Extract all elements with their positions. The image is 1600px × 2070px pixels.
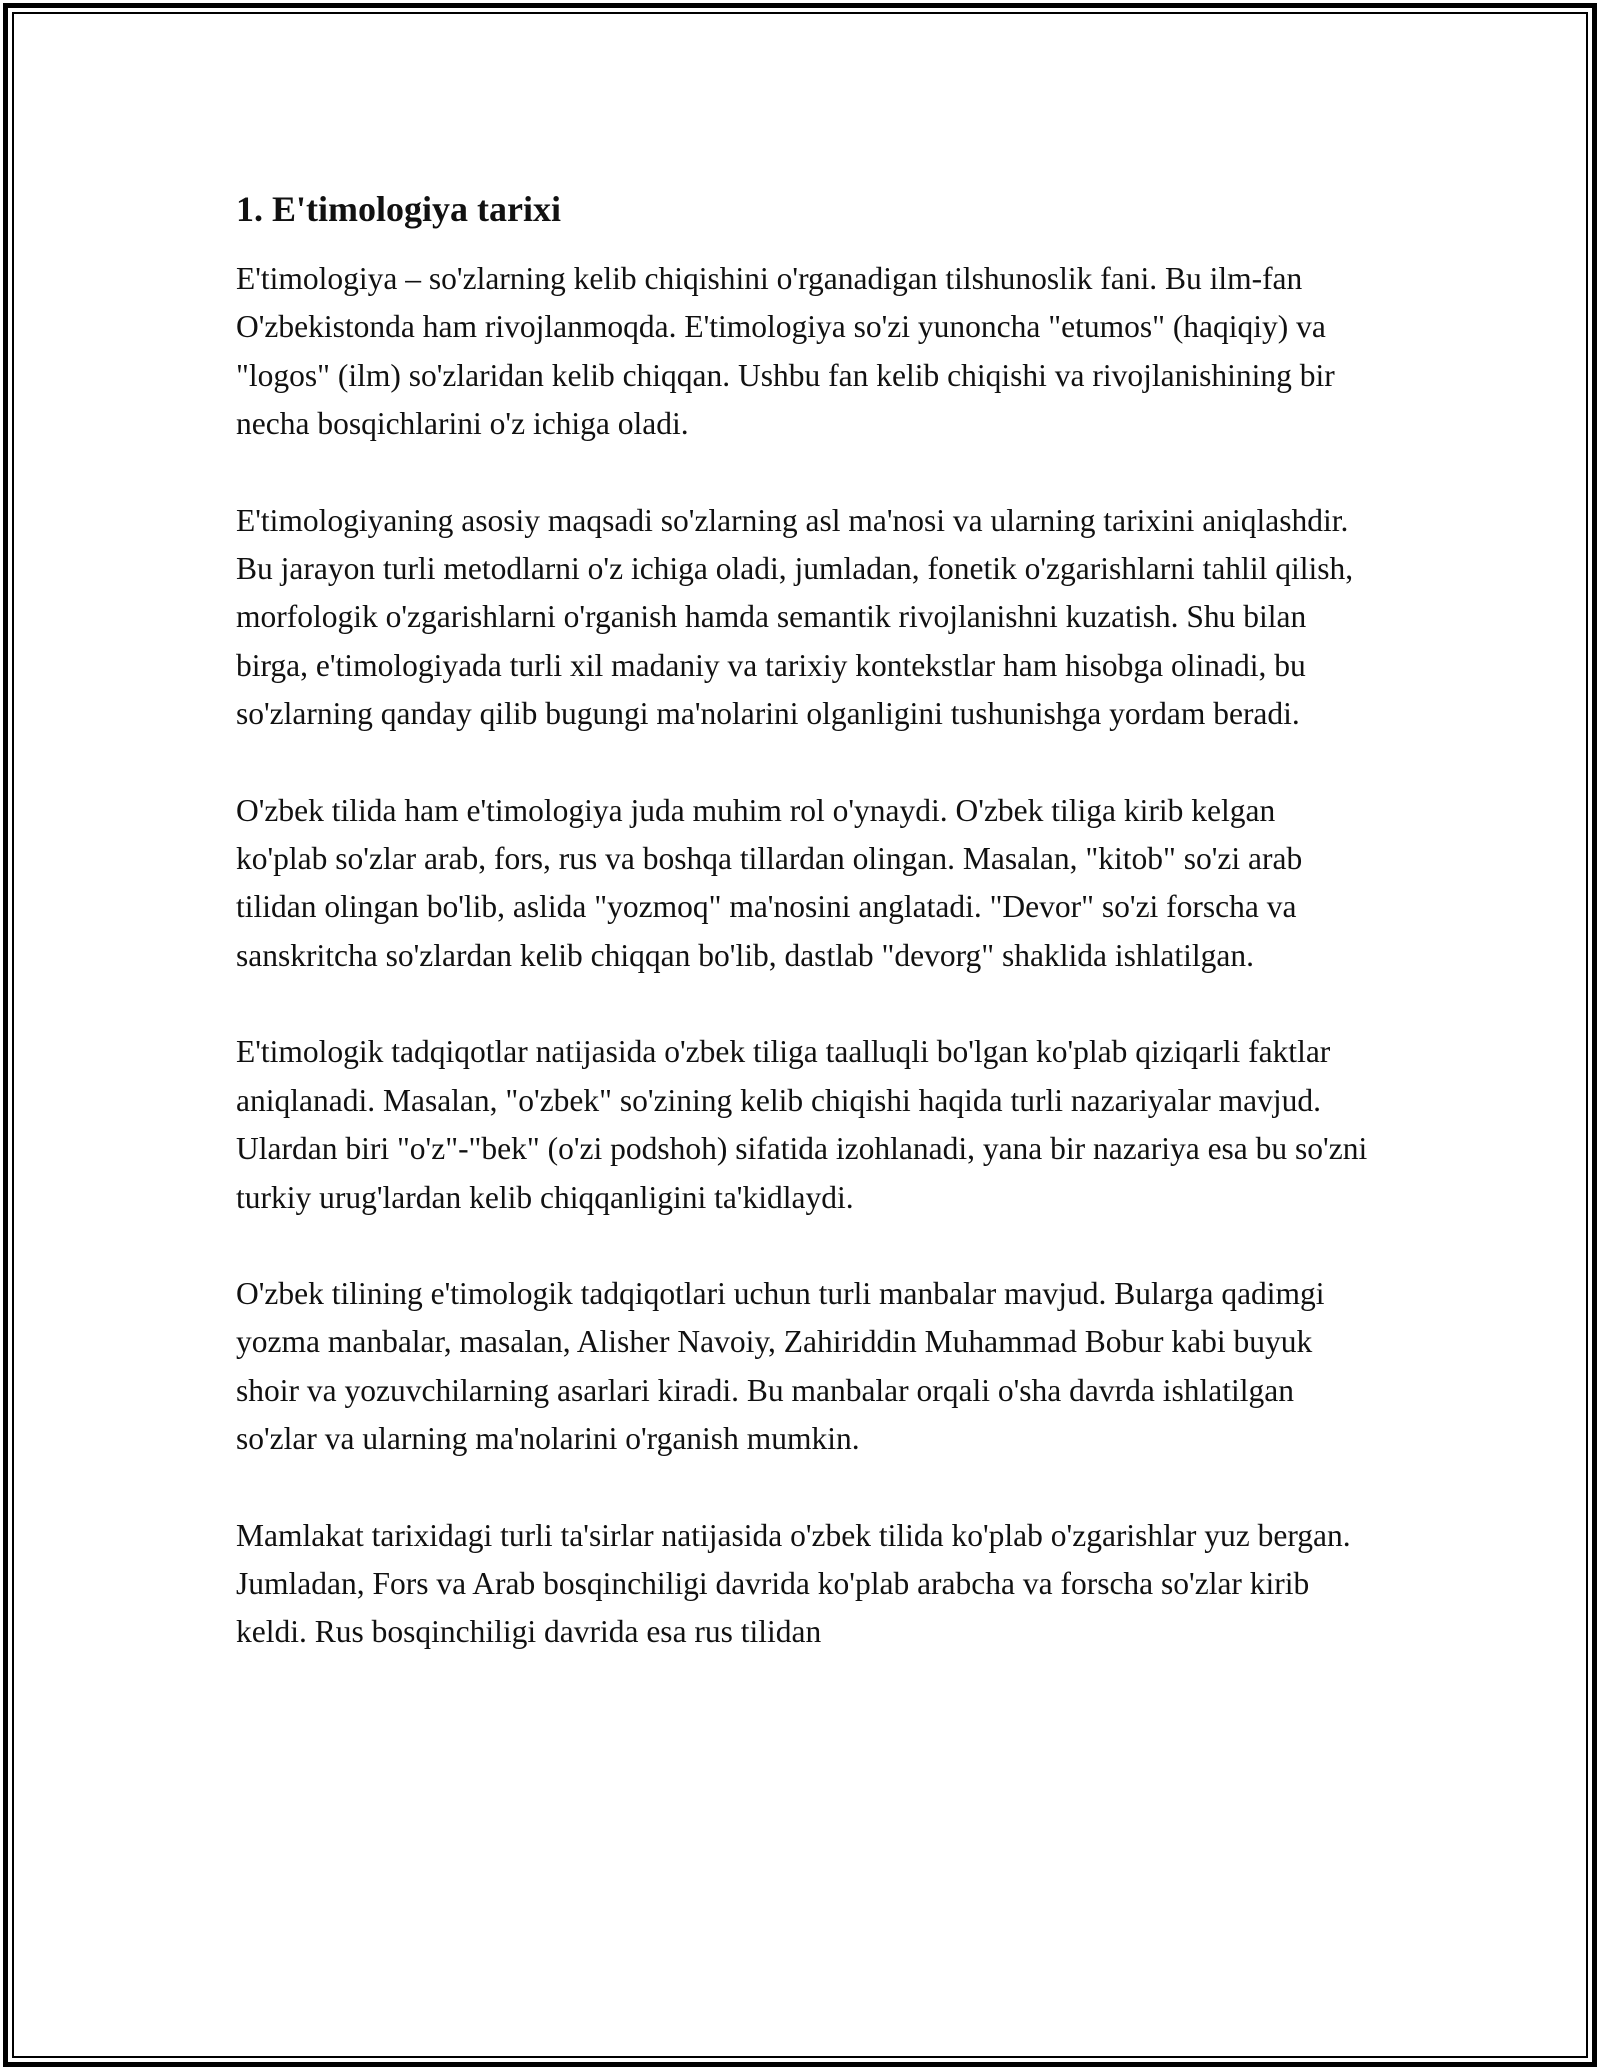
paragraph-1: E'timologiya – so'zlarning kelib chiqishini o'rganadigan tilshunoslik fani. Bu ilm-fan O'zbekistonda ham rivojlanmoqda. E'timologiya so'zi yunoncha "etumos" (haqiqiy) va "logos" (ilm) so'zlaridan kelib chiqqan. Ushbu fan kelib chiqishi va rivojlanishining bir necha bosqichlarini o'z ichiga oladi. bbox=[236, 261, 1335, 442]
section-heading: 1. E'timologiya tarixi bbox=[236, 189, 561, 229]
document-body bbox=[236, 185, 1371, 1705]
paragraph-4: E'timologik tadqiqotlar natijasida o'zbek tiliga taalluqli bo'lgan ko'plab qiziqarli faktlar aniqlanadi. Masalan, "o'zbek" so'zining kelib chiqishi haqida turli nazariyalar mavjud. Ulardan biri "o'z"-"bek" (o'zi podshoh) sifatida izohlanadi, yana bir nazariya esa bu so'zni turkiy urug'lardan kelib chiqqanligini ta'kidlaydi. bbox=[236, 1034, 1368, 1215]
paragraph-2: E'timologiyaning asosiy maqsadi so'zlarning asl ma'nosi va ularning tarixini aniqlashdir. Bu jarayon turli metodlarni o'z ichiga oladi, jumladan, fonetik o'zgarishlarni tahlil qilish, morfologik o'zgarishlarni o'rganish hamda semantik rivojlanishni kuzatish. Shu bilan birga, e'timologiyada turli xil madaniy va tarixiy kontekstlar ham hisobga olinadi, bu so'zlarning qanday qilib bugungi ma'nolarini olganligini tushunishga yordam beradi. bbox=[236, 502, 1354, 732]
paragraph-5: O'zbek tilining e'timologik tadqiqotlari uchun turli manbalar mavjud. Bularga qadimgi yozma manbalar, masalan, Alisher Navoiy, Zahiriddin Muhammad Bobur kabi buyuk shoir va yozuvchilarning asarlari kiradi. Bu manbalar orqali o'sha davrda ishlatilgan so'zlar va ularning ma'nolarini o'rganish mumkin. bbox=[236, 1275, 1325, 1457]
paragraph-6: Mamlakat tarixidagi turli ta'sirlar natijasida o'zbek tilida ko'plab o'zgarishlar yuz bergan. Jumladan, Fors va Arab bosqinchiligi davrida ko'plab arabcha va forscha so'zlar kirib keldi. Rus bosqinchiligi davrida esa rus tilidan bbox=[236, 1517, 1351, 1650]
paragraph-3: O'zbek tilida ham e'timologiya juda muhim rol o'ynaydi. O'zbek tiliga kirib kelgan ko'plab so'zlar arab, fors, rus va boshqa tillardan olingan. Masalan, "kitob" so'zi arab tilidan olingan bo'lib, aslida "yozmoq" ma'nosini anglatadi. "Devor" so'zi forscha va sanskritcha so'zlardan kelib chiqqan bo'lib, dastlab "devorg" shaklida ishlatilgan. bbox=[236, 792, 1303, 973]
